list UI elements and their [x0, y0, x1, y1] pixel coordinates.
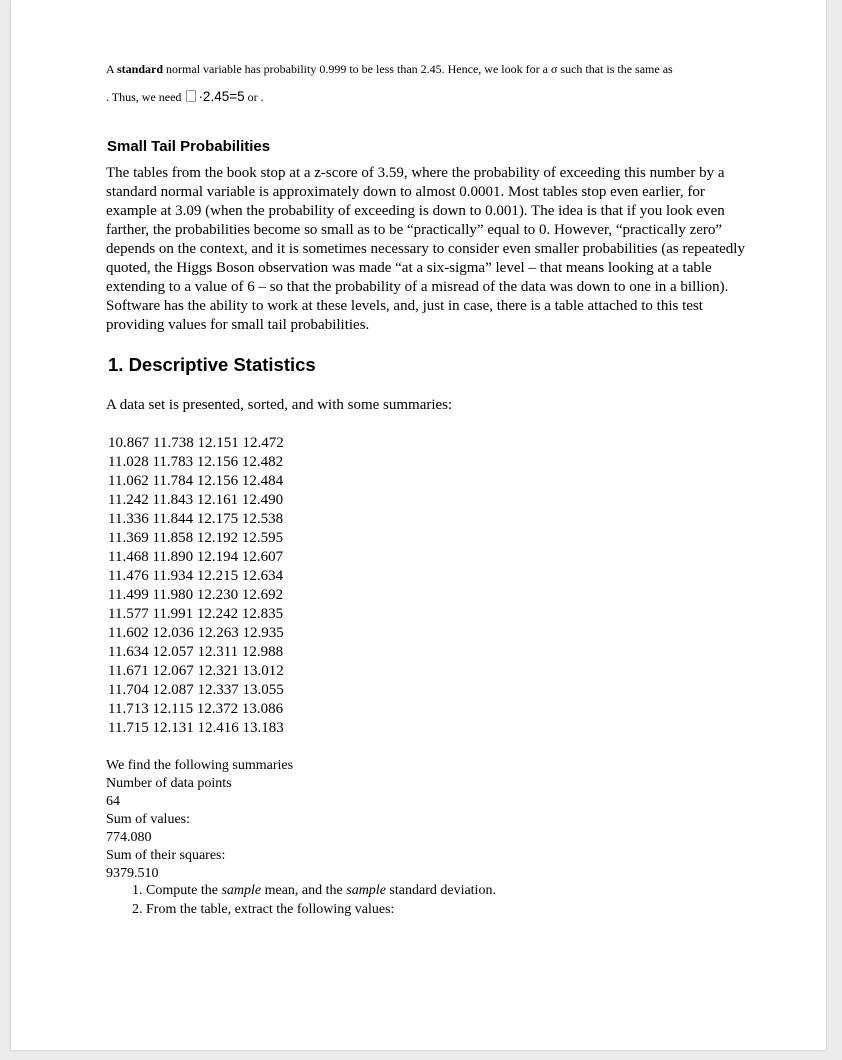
table-cell: 12.036	[152, 625, 194, 641]
count-label: Number of data points	[106, 776, 232, 791]
table-cell: 12.156	[196, 454, 239, 470]
table-cell: 12.337	[197, 682, 239, 698]
count-value: 64	[106, 794, 120, 809]
sum-value: 774.080	[106, 830, 152, 845]
table-cell: 12.935	[242, 625, 284, 641]
table-cell: 11.783	[152, 454, 194, 470]
table-cell: 11.476	[108, 568, 149, 584]
table-cell: 12.482	[241, 454, 284, 470]
table-cell: 11.890	[152, 549, 194, 565]
table-cell: 12.372	[196, 701, 239, 717]
table-cell: 12.538	[241, 511, 284, 527]
table-cell: 11.704	[108, 682, 149, 698]
table-row	[108, 681, 284, 700]
table-cell: 12.161	[196, 492, 239, 508]
intro-line-1: A standard normal variable has probability 0.999 to be less than 2.45. Hence, we look for a σ such that is the same as	[106, 62, 673, 76]
document-page	[11, 0, 826, 1050]
table-row	[108, 586, 284, 605]
table-row	[108, 529, 284, 548]
table-row	[108, 662, 284, 681]
table-row	[108, 719, 284, 738]
table-cell: 12.607	[241, 549, 284, 565]
question-2: 2. From the table, extract the following values:	[132, 902, 395, 917]
table-cell: 11.499	[108, 587, 149, 603]
small-tail-paragraph: The tables from the book stop at a z-score of 3.59, where the probability of exceeding this number by a standard normal variable is approximately down to almost 0.0001. Most tables stop even earlier, for example at 3.09 (when the probability of exceeding is down to 0.001). The idea is that if you look even farther, the probabilities become so small as to be “practically” equal to 0. However, “practically zero” depends on the context, and it is sometimes necessary to consider even smaller probabilities (as repeatedly quoted, the Higgs Boson observation was made “at a six-sigma” level – that means looking at a table extending to a value of 6 – so that the probability of a misread of the data was down to one in a billion). Software has the ability to work at these levels, and, just in case, there is a table attached to this test providing values for small tail probabilities.	[106, 165, 745, 333]
table-cell: 11.671	[108, 663, 149, 679]
table-cell: 11.980	[152, 587, 194, 603]
table-cell: 11.242	[108, 492, 149, 508]
table-cell: 12.156	[196, 473, 239, 489]
table-cell: 12.835	[241, 606, 284, 622]
sumsq-label: Sum of their squares:	[106, 848, 226, 863]
table-cell: 12.321	[197, 663, 239, 679]
table-cell: 12.595	[241, 530, 284, 546]
table-cell: 12.194	[196, 549, 239, 565]
table-cell: 12.484	[241, 473, 284, 489]
intro-paragraph	[106, 56, 746, 111]
table-row	[108, 567, 284, 586]
table-cell: 11.369	[108, 530, 149, 546]
table-cell: 12.151	[197, 435, 239, 451]
table-cell: 12.131	[152, 720, 194, 736]
dataset-intro: A data set is presented, sorted, and with some summaries:	[106, 397, 453, 413]
table-cell: 12.472	[242, 435, 284, 451]
table-cell: 13.055	[242, 682, 284, 698]
table-cell: 11.713	[108, 701, 149, 717]
summaries	[106, 757, 293, 883]
table-cell: 11.577	[108, 606, 149, 622]
table-cell: 11.784	[152, 473, 194, 489]
table-cell: 12.242	[196, 606, 239, 622]
table-cell: 10.867	[108, 435, 150, 451]
table-row	[108, 643, 284, 662]
table-cell: 11.634	[108, 644, 149, 660]
table-cell: 12.067	[152, 663, 194, 679]
table-cell: 11.468	[108, 549, 149, 565]
table-cell: 11.844	[152, 511, 194, 527]
table-cell: 11.843	[152, 492, 194, 508]
descriptive-statistics-heading: 1. Descriptive Statistics	[108, 354, 316, 375]
table-cell: 11.858	[152, 530, 194, 546]
table-row	[108, 700, 284, 719]
question-1: 1. Compute the sample mean, and the sample standard deviation.	[132, 883, 496, 898]
summaries-title: We find the following summaries	[106, 758, 294, 773]
table-cell: 11.062	[108, 473, 149, 489]
table-cell: 11.602	[108, 625, 149, 641]
table-cell: 12.057	[152, 644, 194, 660]
table-cell: 12.087	[152, 682, 194, 698]
table-cell: 12.692	[241, 587, 284, 603]
table-cell: 12.490	[241, 492, 284, 508]
table-cell: 12.215	[196, 568, 239, 584]
table-cell: 12.230	[196, 587, 239, 603]
table-cell: 12.311	[197, 644, 239, 660]
table-cell: 11.934	[152, 568, 194, 584]
sum-label: Sum of values:	[106, 812, 190, 827]
table-cell: 12.263	[197, 625, 239, 641]
table-cell: 11.738	[153, 435, 194, 451]
table-cell: 11.336	[108, 511, 149, 527]
table-cell: 12.175	[196, 511, 239, 527]
table-cell: 13.086	[241, 701, 284, 717]
table-cell: 12.192	[196, 530, 239, 546]
table-row	[108, 624, 284, 643]
table-cell: 12.115	[152, 701, 194, 717]
small-tail-heading: Small Tail Probabilities	[107, 138, 271, 155]
table-row	[108, 510, 284, 529]
table-row	[108, 472, 284, 491]
data-table	[108, 434, 284, 738]
table-row	[108, 453, 284, 472]
table-cell: 12.988	[241, 644, 284, 660]
table-row	[108, 491, 284, 510]
table-cell: 13.012	[242, 663, 284, 679]
table-cell: 12.634	[241, 568, 284, 584]
table-cell: 11.028	[108, 454, 149, 470]
table-cell: 13.183	[242, 720, 284, 736]
table-cell: 11.715	[108, 720, 149, 736]
table-row	[108, 605, 284, 624]
intro-line-2: . Thus, we need ·2.45=5 or .	[106, 89, 264, 104]
questions-list	[106, 881, 496, 919]
table-row	[108, 434, 284, 453]
missing-glyph-icon	[186, 90, 196, 102]
table-cell: 11.991	[152, 606, 194, 622]
table-cell: 12.416	[197, 720, 239, 736]
table-row	[108, 548, 284, 567]
sumsq-value: 9379.510	[106, 866, 159, 881]
